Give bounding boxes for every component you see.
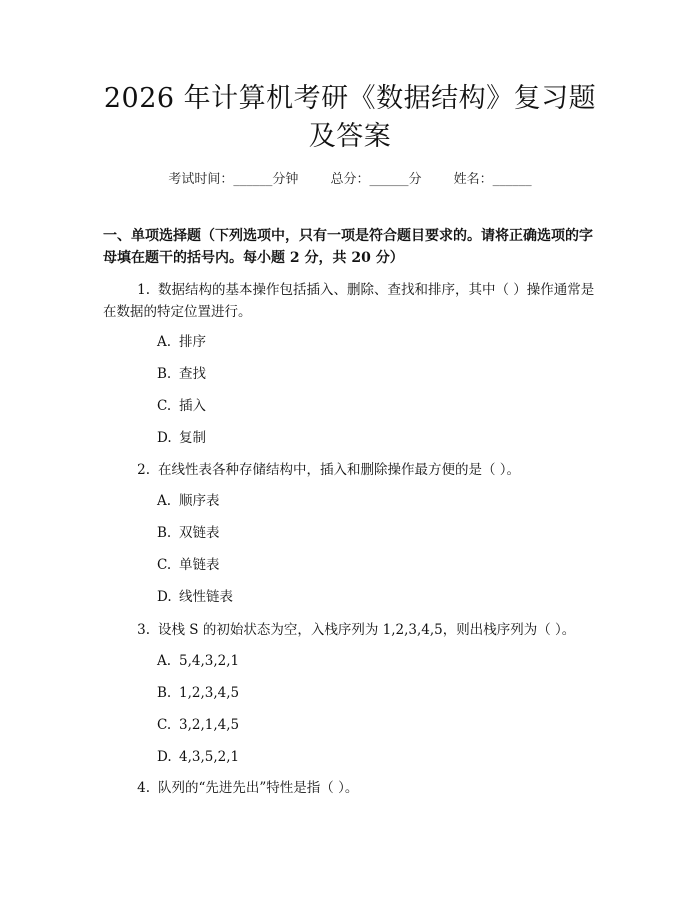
option-text: 单链表	[179, 557, 220, 573]
option-1a	[157, 332, 206, 352]
option-letter: C.	[157, 717, 172, 733]
option-2b	[157, 523, 220, 543]
option-1d	[157, 428, 206, 448]
option-text: 顺序表	[179, 493, 220, 509]
option-2a	[157, 491, 220, 511]
option-letter: A.	[157, 653, 172, 669]
option-1c	[157, 396, 206, 416]
option-letter: D.	[157, 430, 172, 446]
exam-meta-line	[0, 168, 700, 187]
option-3b	[157, 683, 239, 703]
option-text: 复制	[179, 430, 206, 446]
option-letter: B.	[157, 525, 172, 541]
option-3a	[157, 651, 239, 671]
option-letter: A.	[157, 334, 172, 350]
option-text: 线性链表	[179, 589, 233, 605]
option-letter: D.	[157, 589, 172, 605]
option-1b	[157, 364, 206, 384]
total-score-field: 总分：______分	[330, 172, 422, 187]
option-2d	[157, 587, 233, 607]
question-number: 4.	[137, 780, 150, 796]
option-text: 排序	[179, 334, 206, 350]
option-text: 查找	[179, 366, 206, 382]
question-4	[103, 777, 597, 799]
question-number: 3.	[137, 622, 150, 638]
question-number: 2.	[137, 462, 150, 478]
option-text: 1,2,3,4,5	[179, 685, 240, 701]
question-text: 在线性表各种存储结构中，插入和删除操作最方便的是（ ）。	[158, 462, 521, 478]
question-1	[103, 279, 597, 323]
question-text: 数据结构的基本操作包括插入、删除、查找和排序，其中（ ）操作通常是在数据的特定位置进行。	[103, 282, 595, 320]
option-text: 5,4,3,2,1	[179, 653, 240, 669]
option-letter: B.	[157, 366, 172, 382]
name-field: 姓名：______	[453, 172, 532, 187]
option-letter: A.	[157, 493, 172, 509]
option-letter: C.	[157, 398, 172, 414]
option-2c	[157, 555, 220, 575]
option-letter: D.	[157, 749, 172, 765]
question-text: 设栈 S 的初始状态为空，入栈序列为 1,2,3,4,5，则出栈序列为（ ）。	[158, 622, 576, 638]
option-text: 4,3,5,2,1	[179, 749, 240, 765]
option-text: 插入	[179, 398, 206, 414]
document-title: 2026 年计算机考研《数据结构》复习题及答案	[103, 83, 597, 152]
section-heading: 一、单项选择题（下列选项中，只有一项是符合题目要求的。请将正确选项的字母填在题干的括号内。每小题 2 分，共 20 分）	[103, 228, 593, 266]
option-letter: B.	[157, 685, 172, 701]
exam-time-field: 考试时间：______分钟	[168, 172, 299, 187]
question-2	[103, 459, 597, 481]
option-letter: C.	[157, 557, 172, 573]
question-text: 队列的“先进先出”特性是指（ ）。	[158, 780, 359, 796]
option-3c	[157, 715, 239, 735]
option-text: 3,2,1,4,5	[179, 717, 240, 733]
option-3d	[157, 747, 239, 767]
question-3	[103, 619, 597, 641]
option-text: 双链表	[179, 525, 220, 541]
question-number: 1.	[137, 282, 150, 298]
